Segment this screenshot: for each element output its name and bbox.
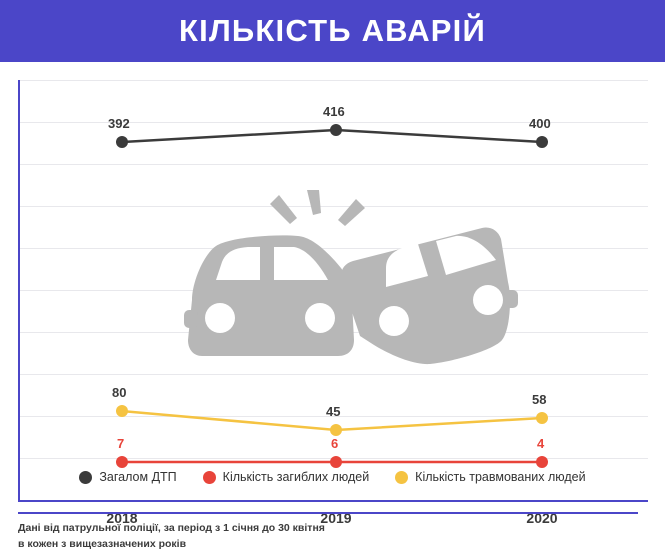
legend-label-total: Загалом ДТП	[99, 470, 177, 484]
legend-dot-icon	[395, 471, 408, 484]
legend-dot-icon	[79, 471, 92, 484]
data-label-total-2020: 400	[529, 116, 551, 131]
point-total-2018	[116, 136, 128, 148]
data-label-killed-2018: 7	[117, 436, 125, 451]
point-injured-2018	[116, 405, 128, 417]
data-label-injured-2018: 80	[112, 385, 127, 400]
legend-item-total[interactable]	[79, 470, 176, 484]
footnote-line-1: Дані від патрульної поліції, за період з 1 січня до 30 квітня	[18, 522, 325, 534]
point-injured-2019	[330, 424, 342, 436]
x-tick-2018: 2018	[106, 510, 138, 526]
x-tick-2019: 2019	[320, 510, 352, 526]
point-killed-2018	[116, 456, 128, 468]
plot-region	[18, 80, 648, 526]
header-banner	[0, 0, 665, 62]
x-tick-2020: 2020	[526, 510, 558, 526]
page-title: КІЛЬКІСТЬ АВАРІЙ	[179, 13, 486, 48]
data-label-total-2018: 392	[108, 116, 130, 131]
point-total-2020	[536, 136, 548, 148]
footnote-line-2: в кожен з вищезазначених років	[18, 537, 187, 550]
legend-item-killed[interactable]	[203, 470, 370, 484]
data-label-killed-2020: 4	[537, 436, 545, 451]
legend-label-injured: Кількість травмованих людей	[415, 470, 586, 484]
point-total-2019	[330, 124, 342, 136]
footnote	[18, 512, 638, 553]
data-label-injured-2020: 58	[532, 392, 547, 407]
data-label-total-2019: 416	[323, 104, 345, 119]
data-label-killed-2019: 6	[331, 436, 339, 451]
point-killed-2019	[330, 456, 342, 468]
legend-dot-icon	[203, 471, 216, 484]
legend-item-injured[interactable]	[395, 470, 585, 484]
point-injured-2020	[536, 412, 548, 424]
chart-legend	[0, 470, 665, 484]
point-killed-2020	[536, 456, 548, 468]
data-label-injured-2019: 45	[326, 404, 341, 419]
legend-label-killed: Кількість загиблих людей	[222, 470, 370, 484]
